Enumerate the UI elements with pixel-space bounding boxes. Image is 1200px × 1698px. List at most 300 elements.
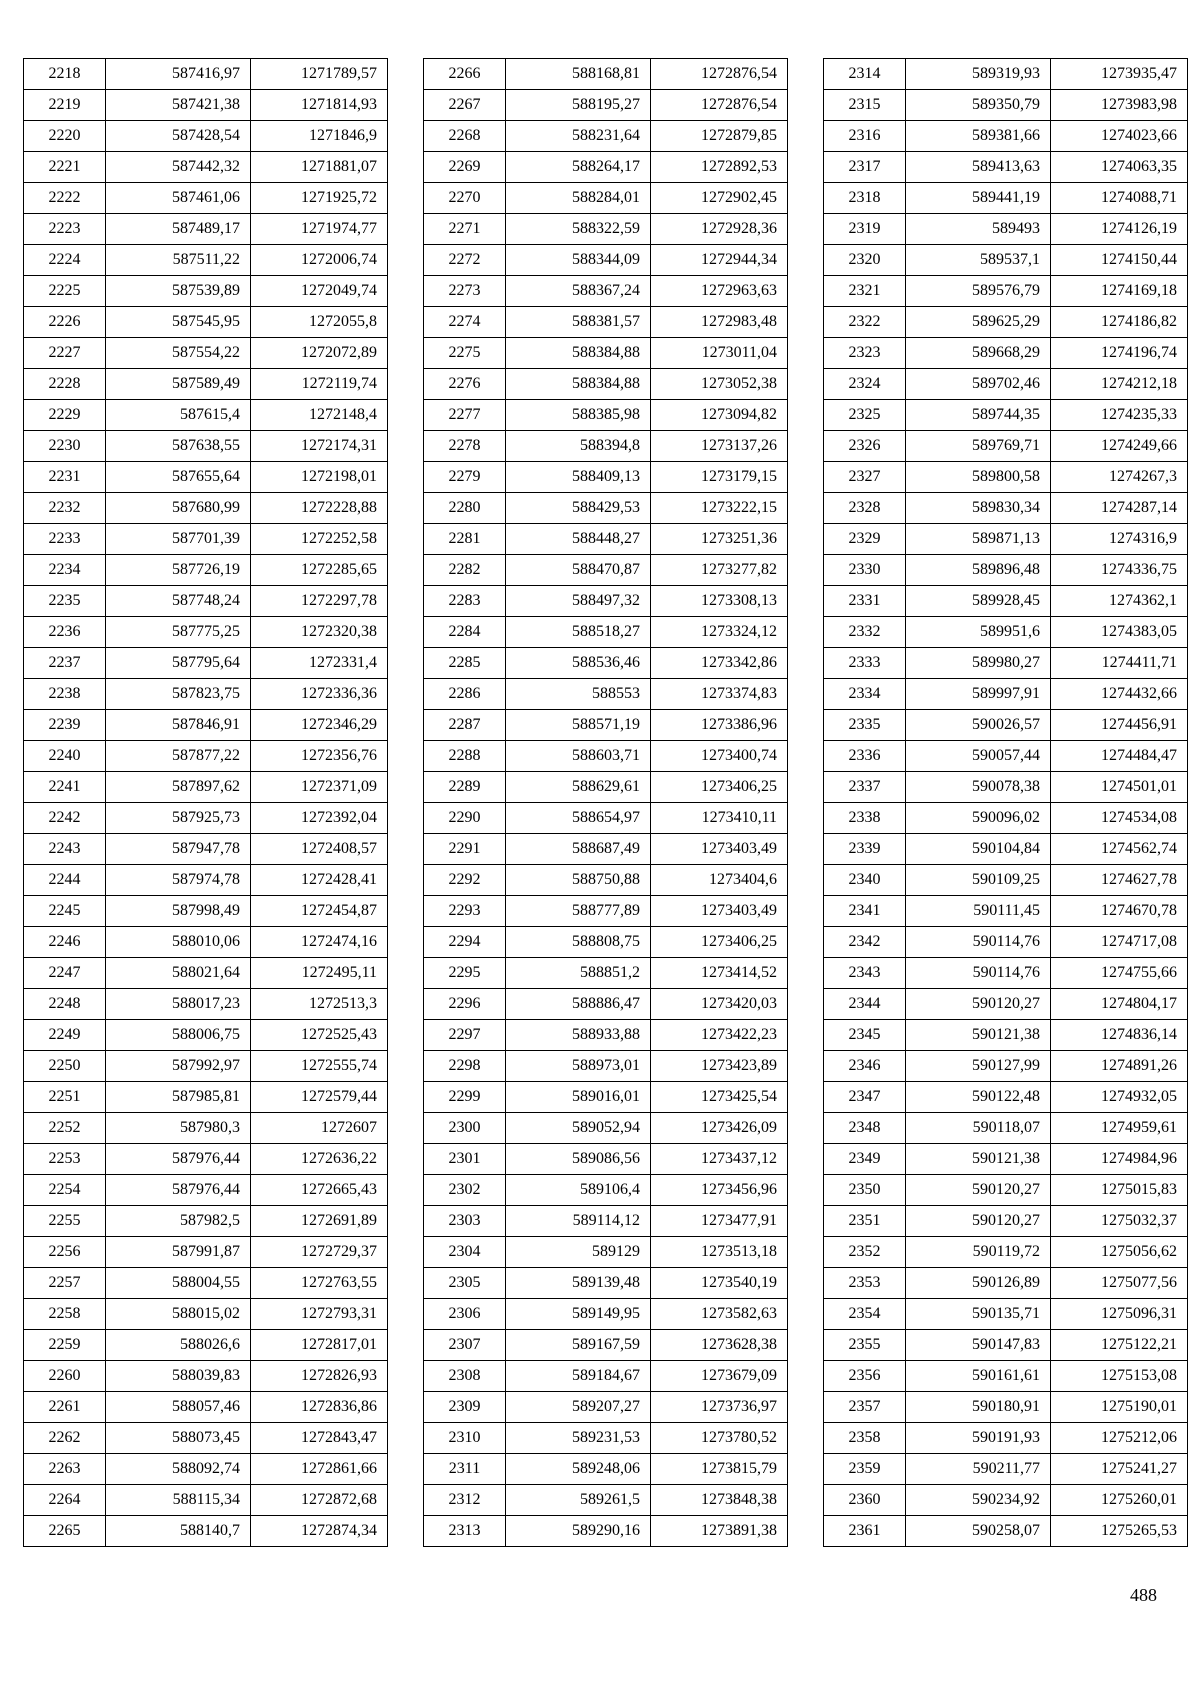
point-number-cell: 2284	[424, 617, 506, 648]
y-coordinate-cell: 1273404,6	[651, 865, 788, 896]
y-coordinate-cell: 1273403,49	[651, 834, 788, 865]
y-coordinate-cell: 1272072,89	[251, 338, 388, 369]
table-row	[24, 1299, 388, 1330]
y-coordinate-cell: 1273011,04	[651, 338, 788, 369]
y-coordinate-cell: 1272297,78	[251, 586, 388, 617]
table-row	[24, 121, 388, 152]
y-coordinate-cell: 1273477,91	[651, 1206, 788, 1237]
table-row	[424, 617, 788, 648]
point-number-cell: 2360	[824, 1485, 906, 1516]
table-row	[824, 121, 1188, 152]
point-number-cell: 2236	[24, 617, 106, 648]
point-number-cell: 2292	[424, 865, 506, 896]
y-coordinate-cell: 1274717,08	[1051, 927, 1188, 958]
point-number-cell: 2340	[824, 865, 906, 896]
table-row	[824, 152, 1188, 183]
y-coordinate-cell: 1273456,96	[651, 1175, 788, 1206]
table-row	[24, 1113, 388, 1144]
point-number-cell: 2274	[424, 307, 506, 338]
point-number-cell: 2314	[824, 59, 906, 90]
y-coordinate-cell: 1274562,74	[1051, 834, 1188, 865]
point-number-cell: 2246	[24, 927, 106, 958]
y-coordinate-cell: 1273406,25	[651, 772, 788, 803]
table-row	[824, 741, 1188, 772]
point-number-cell: 2311	[424, 1454, 506, 1485]
y-coordinate-cell: 1274287,14	[1051, 493, 1188, 524]
point-number-cell: 2326	[824, 431, 906, 462]
table-row	[824, 1454, 1188, 1485]
x-coordinate-cell: 588933,88	[506, 1020, 651, 1051]
point-number-cell: 2329	[824, 524, 906, 555]
table-row	[24, 338, 388, 369]
table-row	[424, 431, 788, 462]
table-row	[24, 927, 388, 958]
point-number-cell: 2331	[824, 586, 906, 617]
x-coordinate-cell: 588571,19	[506, 710, 651, 741]
y-coordinate-cell: 1272963,63	[651, 276, 788, 307]
table-row	[824, 555, 1188, 586]
table-row	[824, 1423, 1188, 1454]
y-coordinate-cell: 1273582,63	[651, 1299, 788, 1330]
y-coordinate-cell: 1272252,58	[251, 524, 388, 555]
x-coordinate-cell: 589951,6	[906, 617, 1051, 648]
point-number-cell: 2309	[424, 1392, 506, 1423]
y-coordinate-cell: 1271789,57	[251, 59, 388, 90]
y-coordinate-cell: 1272763,55	[251, 1268, 388, 1299]
y-coordinate-cell: 1271846,9	[251, 121, 388, 152]
point-number-cell: 2351	[824, 1206, 906, 1237]
table-row	[24, 1206, 388, 1237]
point-number-cell: 2324	[824, 369, 906, 400]
table-row	[824, 1361, 1188, 1392]
table-row	[424, 1051, 788, 1082]
x-coordinate-cell: 590057,44	[906, 741, 1051, 772]
x-coordinate-cell: 589052,94	[506, 1113, 651, 1144]
y-coordinate-cell: 1272636,22	[251, 1144, 388, 1175]
point-number-cell: 2290	[424, 803, 506, 834]
point-number-cell: 2228	[24, 369, 106, 400]
point-number-cell: 2249	[24, 1020, 106, 1051]
table-row	[824, 1516, 1188, 1547]
point-number-cell: 2222	[24, 183, 106, 214]
point-number-cell: 2312	[424, 1485, 506, 1516]
x-coordinate-cell: 587974,78	[106, 865, 251, 896]
point-number-cell: 2295	[424, 958, 506, 989]
y-coordinate-cell: 1272928,36	[651, 214, 788, 245]
x-coordinate-cell: 587589,49	[106, 369, 251, 400]
point-number-cell: 2230	[24, 431, 106, 462]
x-coordinate-cell: 587985,81	[106, 1082, 251, 1113]
x-coordinate-cell: 589871,13	[906, 524, 1051, 555]
x-coordinate-cell: 588264,17	[506, 152, 651, 183]
point-number-cell: 2264	[24, 1485, 106, 1516]
x-coordinate-cell: 587925,73	[106, 803, 251, 834]
point-number-cell: 2287	[424, 710, 506, 741]
point-number-cell: 2320	[824, 245, 906, 276]
y-coordinate-cell: 1273420,03	[651, 989, 788, 1020]
table-row	[24, 1268, 388, 1299]
point-number-cell: 2305	[424, 1268, 506, 1299]
y-coordinate-cell: 1272876,54	[651, 90, 788, 121]
y-coordinate-cell: 1274755,66	[1051, 958, 1188, 989]
x-coordinate-cell: 587976,44	[106, 1175, 251, 1206]
point-number-cell: 2346	[824, 1051, 906, 1082]
y-coordinate-cell: 1275212,06	[1051, 1423, 1188, 1454]
x-coordinate-cell: 590120,27	[906, 1175, 1051, 1206]
table-row	[424, 989, 788, 1020]
point-number-cell: 2357	[824, 1392, 906, 1423]
y-coordinate-cell: 1272836,86	[251, 1392, 388, 1423]
table-row	[824, 896, 1188, 927]
x-coordinate-cell: 588777,89	[506, 896, 651, 927]
point-number-cell: 2242	[24, 803, 106, 834]
point-number-cell: 2306	[424, 1299, 506, 1330]
x-coordinate-cell: 587489,17	[106, 214, 251, 245]
point-number-cell: 2283	[424, 586, 506, 617]
point-number-cell: 2218	[24, 59, 106, 90]
y-coordinate-cell: 1272119,74	[251, 369, 388, 400]
point-number-cell: 2247	[24, 958, 106, 989]
x-coordinate-cell: 587421,38	[106, 90, 251, 121]
table-row	[24, 183, 388, 214]
table-row	[24, 1144, 388, 1175]
table-row	[824, 1113, 1188, 1144]
y-coordinate-cell: 1273628,38	[651, 1330, 788, 1361]
x-coordinate-cell: 587461,06	[106, 183, 251, 214]
y-coordinate-cell: 1272879,85	[651, 121, 788, 152]
x-coordinate-cell: 587726,19	[106, 555, 251, 586]
x-coordinate-cell: 590191,93	[906, 1423, 1051, 1454]
x-coordinate-cell: 589248,06	[506, 1454, 651, 1485]
x-coordinate-cell: 589207,27	[506, 1392, 651, 1423]
y-coordinate-cell: 1274023,66	[1051, 121, 1188, 152]
y-coordinate-cell: 1273891,38	[651, 1516, 788, 1547]
table-row	[424, 772, 788, 803]
x-coordinate-cell: 587655,64	[106, 462, 251, 493]
table-row	[824, 1206, 1188, 1237]
x-coordinate-cell: 590119,72	[906, 1237, 1051, 1268]
point-number-cell: 2343	[824, 958, 906, 989]
y-coordinate-cell: 1274249,66	[1051, 431, 1188, 462]
x-coordinate-cell: 590109,25	[906, 865, 1051, 896]
coordinate-table-1	[23, 58, 388, 1547]
table-row	[824, 59, 1188, 90]
table-row	[424, 121, 788, 152]
y-coordinate-cell: 1274501,01	[1051, 772, 1188, 803]
x-coordinate-cell: 588553	[506, 679, 651, 710]
table-row	[24, 152, 388, 183]
x-coordinate-cell: 588115,34	[106, 1485, 251, 1516]
table-row	[824, 1051, 1188, 1082]
table-row	[824, 214, 1188, 245]
x-coordinate-cell: 589928,45	[906, 586, 1051, 617]
point-number-cell: 2332	[824, 617, 906, 648]
point-number-cell: 2310	[424, 1423, 506, 1454]
x-coordinate-cell: 588231,64	[506, 121, 651, 152]
table-row	[424, 741, 788, 772]
table-row	[824, 183, 1188, 214]
y-coordinate-cell: 1274836,14	[1051, 1020, 1188, 1051]
y-coordinate-cell: 1272691,89	[251, 1206, 388, 1237]
x-coordinate-cell: 587846,91	[106, 710, 251, 741]
table-row	[24, 710, 388, 741]
x-coordinate-cell: 589537,1	[906, 245, 1051, 276]
y-coordinate-cell: 1274383,05	[1051, 617, 1188, 648]
y-coordinate-cell: 1272392,04	[251, 803, 388, 834]
x-coordinate-cell: 590104,84	[906, 834, 1051, 865]
table-row	[24, 1175, 388, 1206]
x-coordinate-cell: 587823,75	[106, 679, 251, 710]
table-row	[824, 1020, 1188, 1051]
x-coordinate-cell: 588429,53	[506, 493, 651, 524]
point-number-cell: 2276	[424, 369, 506, 400]
table-row	[424, 245, 788, 276]
y-coordinate-cell: 1272861,66	[251, 1454, 388, 1485]
y-coordinate-cell: 1274362,1	[1051, 586, 1188, 617]
y-coordinate-cell: 1272579,44	[251, 1082, 388, 1113]
y-coordinate-cell: 1272817,01	[251, 1330, 388, 1361]
point-number-cell: 2240	[24, 741, 106, 772]
point-number-cell: 2342	[824, 927, 906, 958]
table-row	[824, 772, 1188, 803]
point-number-cell: 2271	[424, 214, 506, 245]
y-coordinate-cell: 1272320,38	[251, 617, 388, 648]
y-coordinate-cell: 1272408,57	[251, 834, 388, 865]
x-coordinate-cell: 588687,49	[506, 834, 651, 865]
x-coordinate-cell: 587998,49	[106, 896, 251, 927]
y-coordinate-cell: 1273324,12	[651, 617, 788, 648]
table-row	[424, 927, 788, 958]
table-row	[824, 927, 1188, 958]
x-coordinate-cell: 589744,35	[906, 400, 1051, 431]
point-number-cell: 2229	[24, 400, 106, 431]
table-row	[24, 1392, 388, 1423]
x-coordinate-cell: 589114,12	[506, 1206, 651, 1237]
x-coordinate-cell: 587416,97	[106, 59, 251, 90]
x-coordinate-cell: 589290,16	[506, 1516, 651, 1547]
table-row	[24, 1051, 388, 1082]
y-coordinate-cell: 1273094,82	[651, 400, 788, 431]
point-number-cell: 2226	[24, 307, 106, 338]
x-coordinate-cell: 588004,55	[106, 1268, 251, 1299]
point-number-cell: 2266	[424, 59, 506, 90]
x-coordinate-cell: 589231,53	[506, 1423, 651, 1454]
x-coordinate-cell: 589413,63	[906, 152, 1051, 183]
x-coordinate-cell: 590147,83	[906, 1330, 1051, 1361]
point-number-cell: 2336	[824, 741, 906, 772]
table-row	[824, 524, 1188, 555]
y-coordinate-cell: 1274316,9	[1051, 524, 1188, 555]
x-coordinate-cell: 589167,59	[506, 1330, 651, 1361]
table-row	[424, 400, 788, 431]
y-coordinate-cell: 1272944,34	[651, 245, 788, 276]
y-coordinate-cell: 1272336,36	[251, 679, 388, 710]
x-coordinate-cell: 589441,19	[906, 183, 1051, 214]
table-row	[24, 1485, 388, 1516]
y-coordinate-cell: 1275153,08	[1051, 1361, 1188, 1392]
y-coordinate-cell: 1272049,74	[251, 276, 388, 307]
point-number-cell: 2233	[24, 524, 106, 555]
table-row	[424, 462, 788, 493]
y-coordinate-cell: 1273815,79	[651, 1454, 788, 1485]
table-row	[424, 59, 788, 90]
point-number-cell: 2259	[24, 1330, 106, 1361]
y-coordinate-cell: 1272331,4	[251, 648, 388, 679]
x-coordinate-cell: 589129	[506, 1237, 651, 1268]
x-coordinate-cell: 590118,07	[906, 1113, 1051, 1144]
x-coordinate-cell: 587554,22	[106, 338, 251, 369]
x-coordinate-cell: 588195,27	[506, 90, 651, 121]
coordinate-table-3	[823, 58, 1188, 1547]
y-coordinate-cell: 1274063,35	[1051, 152, 1188, 183]
y-coordinate-cell: 1274235,33	[1051, 400, 1188, 431]
x-coordinate-cell: 590126,89	[906, 1268, 1051, 1299]
table-row	[424, 276, 788, 307]
y-coordinate-cell: 1272872,68	[251, 1485, 388, 1516]
y-coordinate-cell: 1272428,41	[251, 865, 388, 896]
table-row	[824, 586, 1188, 617]
x-coordinate-cell: 587976,44	[106, 1144, 251, 1175]
table-row	[24, 1082, 388, 1113]
x-coordinate-cell: 587701,39	[106, 524, 251, 555]
table-row	[824, 338, 1188, 369]
x-coordinate-cell: 589381,66	[906, 121, 1051, 152]
point-number-cell: 2344	[824, 989, 906, 1020]
x-coordinate-cell: 588140,7	[106, 1516, 251, 1547]
point-number-cell: 2263	[24, 1454, 106, 1485]
x-coordinate-cell: 589576,79	[906, 276, 1051, 307]
table-row	[824, 1268, 1188, 1299]
table-row	[24, 989, 388, 1020]
x-coordinate-cell: 589702,46	[906, 369, 1051, 400]
point-number-cell: 2237	[24, 648, 106, 679]
y-coordinate-cell: 1275265,53	[1051, 1516, 1188, 1547]
y-coordinate-cell: 1275096,31	[1051, 1299, 1188, 1330]
point-number-cell: 2285	[424, 648, 506, 679]
x-coordinate-cell: 588497,32	[506, 586, 651, 617]
table-row	[24, 400, 388, 431]
x-coordinate-cell: 588021,64	[106, 958, 251, 989]
x-coordinate-cell: 588384,88	[506, 369, 651, 400]
y-coordinate-cell: 1273679,09	[651, 1361, 788, 1392]
point-number-cell: 2282	[424, 555, 506, 586]
point-number-cell: 2335	[824, 710, 906, 741]
table-row	[824, 803, 1188, 834]
point-number-cell: 2333	[824, 648, 906, 679]
point-number-cell: 2349	[824, 1144, 906, 1175]
x-coordinate-cell: 588092,74	[106, 1454, 251, 1485]
y-coordinate-cell: 1274267,3	[1051, 462, 1188, 493]
table-row	[424, 1020, 788, 1051]
y-coordinate-cell: 1272285,65	[251, 555, 388, 586]
table-row	[824, 865, 1188, 896]
table-row	[824, 307, 1188, 338]
x-coordinate-cell: 587991,87	[106, 1237, 251, 1268]
table-row	[24, 1454, 388, 1485]
point-number-cell: 2219	[24, 90, 106, 121]
x-coordinate-cell: 588344,09	[506, 245, 651, 276]
point-number-cell: 2299	[424, 1082, 506, 1113]
point-number-cell: 2225	[24, 276, 106, 307]
table-row	[424, 1330, 788, 1361]
point-number-cell: 2289	[424, 772, 506, 803]
x-coordinate-cell: 588073,45	[106, 1423, 251, 1454]
table-row	[424, 648, 788, 679]
table-row	[424, 307, 788, 338]
x-coordinate-cell: 588322,59	[506, 214, 651, 245]
table-row	[424, 1423, 788, 1454]
point-number-cell: 2248	[24, 989, 106, 1020]
y-coordinate-cell: 1272826,93	[251, 1361, 388, 1392]
point-number-cell: 2288	[424, 741, 506, 772]
x-coordinate-cell: 589800,58	[906, 462, 1051, 493]
table-row	[824, 369, 1188, 400]
point-number-cell: 2328	[824, 493, 906, 524]
table-row	[24, 803, 388, 834]
y-coordinate-cell: 1273403,49	[651, 896, 788, 927]
x-coordinate-cell: 588470,87	[506, 555, 651, 586]
point-number-cell: 2269	[424, 152, 506, 183]
y-coordinate-cell: 1274959,61	[1051, 1113, 1188, 1144]
table-row	[24, 679, 388, 710]
x-coordinate-cell: 587428,54	[106, 121, 251, 152]
point-number-cell: 2297	[424, 1020, 506, 1051]
y-coordinate-cell: 1274150,44	[1051, 245, 1188, 276]
x-coordinate-cell: 588629,61	[506, 772, 651, 803]
y-coordinate-cell: 1273437,12	[651, 1144, 788, 1175]
table-row	[24, 369, 388, 400]
y-coordinate-cell: 1274484,47	[1051, 741, 1188, 772]
table-row	[24, 307, 388, 338]
point-number-cell: 2316	[824, 121, 906, 152]
x-coordinate-cell: 589106,4	[506, 1175, 651, 1206]
point-number-cell: 2337	[824, 772, 906, 803]
table-row	[24, 648, 388, 679]
x-coordinate-cell: 590114,76	[906, 958, 1051, 989]
x-coordinate-cell: 588536,46	[506, 648, 651, 679]
point-number-cell: 2293	[424, 896, 506, 927]
y-coordinate-cell: 1272983,48	[651, 307, 788, 338]
table-row	[424, 1206, 788, 1237]
x-coordinate-cell: 589896,48	[906, 555, 1051, 586]
y-coordinate-cell: 1272006,74	[251, 245, 388, 276]
y-coordinate-cell: 1274534,08	[1051, 803, 1188, 834]
point-number-cell: 2338	[824, 803, 906, 834]
table-row	[424, 834, 788, 865]
y-coordinate-cell: 1272793,31	[251, 1299, 388, 1330]
point-number-cell: 2317	[824, 152, 906, 183]
y-coordinate-cell: 1274336,75	[1051, 555, 1188, 586]
table-row	[424, 1485, 788, 1516]
table-row	[424, 1268, 788, 1299]
y-coordinate-cell: 1271814,93	[251, 90, 388, 121]
table-row	[24, 90, 388, 121]
point-number-cell: 2334	[824, 679, 906, 710]
x-coordinate-cell: 588381,57	[506, 307, 651, 338]
point-number-cell: 2221	[24, 152, 106, 183]
y-coordinate-cell: 1272495,11	[251, 958, 388, 989]
x-coordinate-cell: 588367,24	[506, 276, 651, 307]
x-coordinate-cell: 590122,48	[906, 1082, 1051, 1113]
y-coordinate-cell: 1273308,13	[651, 586, 788, 617]
point-number-cell: 2253	[24, 1144, 106, 1175]
x-coordinate-cell: 588006,75	[106, 1020, 251, 1051]
point-number-cell: 2294	[424, 927, 506, 958]
y-coordinate-cell: 1274456,91	[1051, 710, 1188, 741]
table-row	[24, 524, 388, 555]
table-row	[24, 555, 388, 586]
point-number-cell: 2267	[424, 90, 506, 121]
